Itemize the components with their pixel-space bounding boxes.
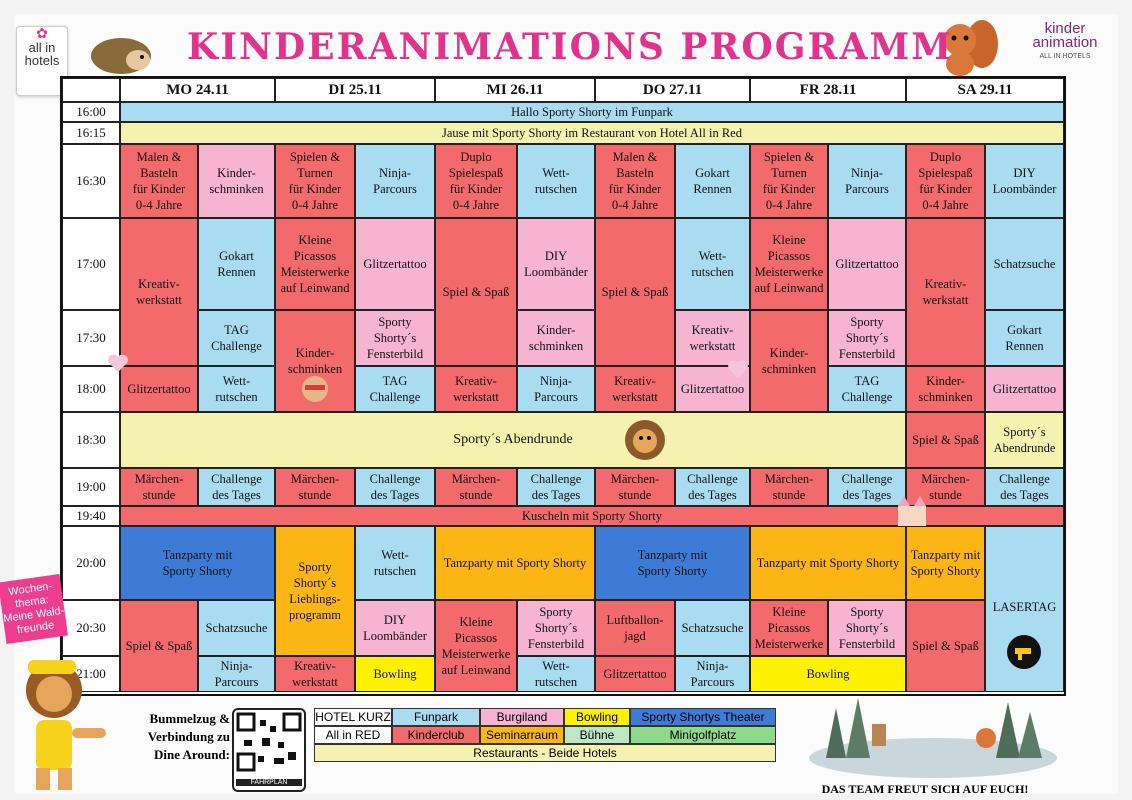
banner-1830: Sporty´s Abendrunde	[120, 412, 906, 468]
activity-cell: Gokart Rennen	[675, 144, 750, 218]
activity-cell: TAG Challenge	[198, 310, 275, 366]
activity-cell: Kleine Picassos Meisterwerke auf Leinwand	[750, 218, 828, 310]
banner-1600: Hallo Sporty Shorty im Funpark	[120, 102, 1064, 122]
activity-cell: Märchen- stunde	[906, 468, 985, 506]
activity-cell: Sporty Shorty´s Fensterbild	[828, 600, 906, 656]
activity-cell: DIY Loombänder	[985, 144, 1064, 218]
activity-cell: Märchen- stunde	[435, 468, 517, 506]
activity-cell: Duplo Spielespaß für Kinder 0-4 Jahre	[435, 144, 517, 218]
activity-cell: Schatzsuche	[985, 218, 1064, 310]
activity-cell: Ninja- Parcours	[517, 366, 595, 412]
activity-cell: TAG Challenge	[828, 366, 906, 412]
page-title: KINDERANIMATIONS PROGRAMM	[186, 26, 954, 68]
activity-cell: Kreativ- werkstatt	[906, 218, 985, 366]
time-label: 21:00	[62, 656, 120, 692]
activity-cell: Schatzsuche	[675, 600, 750, 656]
qr-label: FAHRPLAN	[236, 779, 302, 786]
day-header: SA 29.11	[906, 78, 1064, 102]
banner-1615: Jause mit Sporty Shorty im Restaurant von Hotel All in Red	[120, 122, 1064, 144]
activity-cell: Kinder- schminken	[275, 310, 355, 412]
activity-cell: Tanzparty mit Sporty Shorty	[120, 526, 275, 600]
time-label: 19:40	[62, 506, 120, 526]
time-label: 20:00	[62, 526, 120, 600]
laser-gun-icon	[1006, 634, 1042, 670]
day-header: DI 25.11	[275, 78, 435, 102]
activity-cell: DIY Loombänder	[355, 600, 435, 656]
legend-seminarraum: Seminarraum	[480, 726, 564, 744]
time-label: 19:00	[62, 468, 120, 506]
activity-cell: DIY Loombänder	[517, 218, 595, 310]
time-label: 16:30	[62, 144, 120, 218]
time-label: 17:30	[62, 310, 120, 366]
activity-cell: Märchen- stunde	[275, 468, 355, 506]
activity-cell: Wett- rutschen	[517, 144, 595, 218]
activity-cell: Glitzertattoo	[595, 656, 675, 692]
activity-cell: Spiel & Spaß	[435, 218, 517, 366]
activity-cell: Märchen- stunde	[595, 468, 675, 506]
activity-cell: Challenge des Tages	[517, 468, 595, 506]
activity-cell: Sporty Shorty´s Lieblings- programm	[275, 526, 355, 656]
activity-cell: Kreativ- werkstatt	[120, 218, 198, 366]
logo-left-text: all in hotels	[24, 40, 60, 68]
header-corner	[62, 78, 120, 102]
logo-right-sub: ALL IN HOTELS	[1039, 53, 1091, 60]
schedule-grid	[60, 76, 1066, 696]
time-label: 17:00	[62, 218, 120, 310]
bummelzug-text: Bummelzug & Verbindung zu Dine Around:	[147, 711, 230, 762]
activity-cell: Sporty Shorty´s Fensterbild	[828, 310, 906, 366]
activity-cell: Wett- rutschen	[355, 526, 435, 600]
activity-cell: TAG Challenge	[355, 366, 435, 412]
time-label: 16:00	[62, 102, 120, 122]
activity-cell: Tanzparty mit Sporty Shorty	[595, 526, 750, 600]
week-theme-badge: Wochen- thema: Meine Wald- freunde	[0, 574, 68, 644]
qr-code[interactable]	[232, 708, 306, 792]
activity-cell: Spiel & Spaß	[120, 600, 198, 692]
time-label: 18:00	[62, 366, 120, 412]
activity-cell: Bowling	[750, 656, 906, 692]
activity-cell: Gokart Rennen	[198, 218, 275, 310]
location-legend	[314, 708, 776, 764]
activity-cell: Ninja- Parcours	[828, 144, 906, 218]
legend-hotel-kurz: HOTEL KURZ	[315, 710, 391, 724]
day-header: MI 26.11	[435, 78, 595, 102]
activity-cell: Spiel & Spaß	[906, 412, 985, 468]
activity-cell: Kreativ- werkstatt	[675, 310, 750, 366]
footer-text: DAS TEAM FREUT SICH AUF EUCH!	[821, 782, 1029, 796]
activity-cell: Glitzertattoo	[355, 218, 435, 310]
activity-cell: Kreativ- werkstatt	[275, 656, 355, 692]
heart-icon	[106, 352, 130, 374]
activity-cell: Gokart Rennen	[985, 310, 1064, 366]
forest-scene-icon	[806, 688, 1060, 780]
legend-bowling: Bowling	[564, 708, 630, 726]
activity-cell: Ninja- Parcours	[355, 144, 435, 218]
activity-cell: Challenge des Tages	[828, 468, 906, 506]
activity-cell: Wett- rutschen	[675, 218, 750, 310]
activity-cell: Wett- rutschen	[517, 656, 595, 692]
activity-cell: Glitzertattoo	[828, 218, 906, 310]
activity-cell: Sporty Shorty´s Fensterbild	[517, 600, 595, 656]
castle-icon	[894, 492, 930, 528]
activity-cell: Tanzparty mit Sporty Shorty	[750, 526, 906, 600]
activity-cell: Malen & Basteln für Kinder 0-4 Jahre	[595, 144, 675, 218]
heart-icon	[726, 358, 750, 380]
activity-cell: Spielen & Turnen für Kinder 0-4 Jahre	[750, 144, 828, 218]
activity-cell: Glitzertattoo	[120, 366, 198, 412]
activity-cell: Spiel & Spaß	[595, 218, 675, 366]
activity-cell: Sporty´s Abendrunde	[985, 412, 1064, 468]
activity-cell: Kinder- schminken	[750, 310, 828, 412]
activity-cell: Kinder- schminken	[517, 310, 595, 366]
lion-mascot-icon	[6, 650, 110, 794]
activity-cell: Challenge des Tages	[985, 468, 1064, 506]
activity-cell: Kleine Picassos Meisterwerke	[750, 600, 828, 656]
lion-icon	[622, 418, 668, 462]
activity-cell: Kleine Picassos Meisterwerke auf Leinwand	[435, 600, 517, 692]
activity-cell: LASERTAG	[985, 526, 1064, 692]
activity-cell: Märchen- stunde	[750, 468, 828, 506]
activity-cell: Challenge des Tages	[198, 468, 275, 506]
activity-cell: Challenge des Tages	[355, 468, 435, 506]
activity-cell: Bowling	[355, 656, 435, 692]
day-header: DO 27.11	[595, 78, 750, 102]
activity-cell: Glitzertattoo	[985, 366, 1064, 412]
legend-buehne: Bühne	[564, 726, 630, 744]
activity-cell: Luftballon- jagd	[595, 600, 675, 656]
legend-restaurants: Restaurants - Beide Hotels	[314, 744, 776, 762]
boy-icon	[300, 374, 330, 404]
day-header: FR 28.11	[750, 78, 906, 102]
activity-cell: Challenge des Tages	[675, 468, 750, 506]
activity-cell: Ninja- Parcours	[198, 656, 275, 692]
legend-burgiland: Burgiland	[480, 708, 564, 726]
activity-cell: Kinder- schminken	[906, 366, 985, 412]
activity-cell: Spielen & Turnen für Kinder 0-4 Jahre	[275, 144, 355, 218]
banner-1940: Kuscheln mit Sporty Shorty	[120, 506, 1064, 526]
time-label: 16:15	[62, 122, 120, 144]
activity-cell: Kreativ- werkstatt	[595, 366, 675, 412]
legend-minigolf: Minigolfplatz	[630, 726, 776, 744]
activity-cell: Sporty Shorty´s Fensterbild	[355, 310, 435, 366]
legend-kinderclub: Kinderclub	[392, 726, 480, 744]
day-header: MO 24.11	[120, 78, 275, 102]
time-label: 20:30	[62, 600, 120, 656]
legend-funpark: Funpark	[392, 708, 480, 726]
activity-cell: Schatzsuche	[198, 600, 275, 656]
activity-cell: Tanzparty mit Sporty Shorty	[906, 526, 985, 600]
logo-right-text: kinder animation	[1032, 20, 1098, 51]
activity-cell: Kleine Picassos Meisterwerke auf Leinwand	[275, 218, 355, 310]
kinder-animation-logo	[1018, 22, 1112, 68]
legend-theater: Sporty Shortys Theater	[630, 708, 776, 726]
activity-cell: Duplo Spielespaß für Kinder 0-4 Jahre	[906, 144, 985, 218]
all-in-hotels-logo: ✿ all in hotels	[16, 26, 68, 96]
activity-cell: Kinder- schminken	[198, 144, 275, 218]
activity-cell: Kreativ- werkstatt	[435, 366, 517, 412]
activity-cell: Spiel & Spaß	[906, 600, 985, 692]
activity-cell: Tanzparty mit Sporty Shorty	[435, 526, 595, 600]
activity-cell: Ninja- Parcours	[675, 656, 750, 692]
activity-cell: Wett- rutschen	[198, 366, 275, 412]
activity-cell: Malen & Basteln für Kinder 0-4 Jahre	[120, 144, 198, 218]
legend-all-in-red: All in RED	[314, 726, 392, 744]
time-label: 18:30	[62, 412, 120, 468]
activity-cell: Märchen- stunde	[120, 468, 198, 506]
activity-cell: Glitzertattoo	[675, 366, 750, 412]
qr-pattern-icon	[236, 712, 302, 772]
